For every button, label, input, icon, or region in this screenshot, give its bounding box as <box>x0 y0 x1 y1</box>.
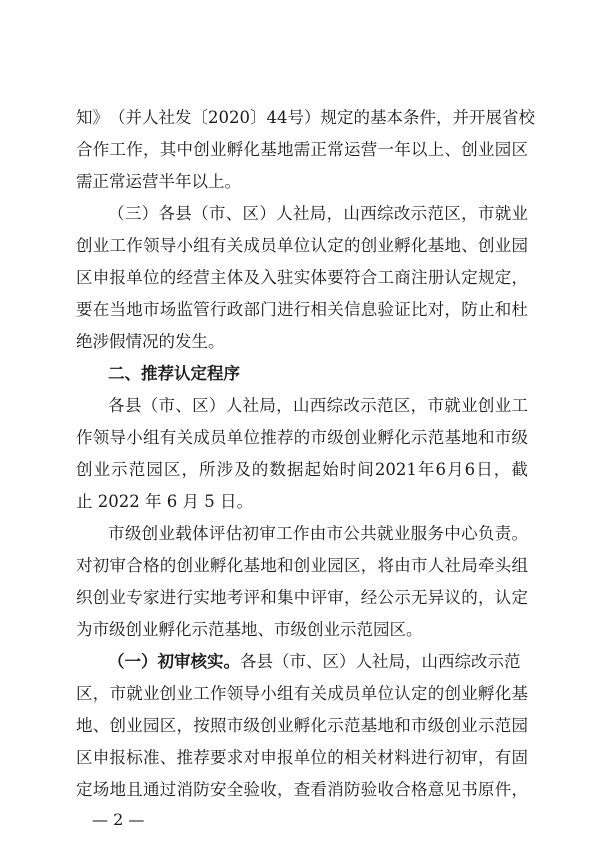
body-line-3: 需正常运营半年以上。 <box>76 172 241 191</box>
body-line-16: 织 创 业 专 家 进 行 实 地 考 评 和 集 中 评 审 ， 经 公 示 无 异 议 的 ， 认 定 <box>76 588 528 607</box>
body-line-11: 作 领 导 小 组 有 关 成 员 单 位 推 荐 的 市 级 创 业 孵 化 示 范 基 地 和 市 级 <box>76 428 528 447</box>
body-line-5: 创 业 工 作 领 导 小 组 有 关 成 员 单 位 认 定 的 创 业 孵 化 基 地 、 创 业 园 <box>76 236 528 255</box>
body-line-21: 区 申 报 标 准 、 推 荐 要 求 对 申 报 单 位 的 相 关 材 料 进 行 初 审 ， 有 固 <box>76 748 528 767</box>
body-line-8: 绝涉假情况的发生。 <box>76 332 225 351</box>
subsection-line <box>108 646 528 678</box>
body-line-1: 知 》 （ 并 人 社 发 〔 2020 〕 44 号 ） 规 定 的 基 本 条 件 ， 并 开 展 省 校 <box>76 108 535 127</box>
body-line-15: 对 初 审 合 格 的 创 业 孵 化 基 地 和 创 业 园 区 ， 将 由 市 人 社 局 牵 头 组 <box>76 556 528 575</box>
section-three-first-line: （ 三 ） 各 县 （ 市 、 区 ） 人 社 局 ， 山 西 综 改 示 范 区 ， 市 就 业 <box>108 204 528 223</box>
subsection-text: 各县（市、区）人社局，山西综改示范 <box>240 652 521 671</box>
body-line-19: 区 ， 市 就 业 创 业 工 作 领 导 小 组 有 关 成 员 单 位 认 定 的 创 业 孵 化 基 <box>76 684 528 703</box>
section-heading: 二、推荐认定程序 <box>108 364 240 383</box>
page-number: — 2 — <box>92 810 145 829</box>
body-line-7: 要 在 当 地 市 场 监 管 行 政 部 门 进 行 相 关 信 息 验 证 比 对 ， 防 止 和 杜 <box>76 300 528 319</box>
body-line-12: 创 业 示 范 园 区 ， 所 涉 及 的 数 据 起 始 时 间 2021 年 6 月 6 日 ， 截 <box>76 460 528 479</box>
paragraph-first-line: 各 县 （ 市 、 区 ） 人 社 局 ， 山 西 综 改 示 范 区 ， 市 就 业 创 业 工 <box>108 396 528 415</box>
body-line-22: 定 场 地 且 通 过 消 防 安 全 验 收 ， 查 看 消 防 验 收 合 格 意 见 书 原 件 ， <box>76 780 528 799</box>
body-line-20: 地 、 创 业 园 区 ， 按 照 市 级 创 业 孵 化 示 范 基 地 和 市 级 创 业 示 范 园 <box>76 716 528 735</box>
body-line-6: 区 申 报 单 位 的 经 营 主 体 及 入 驻 实 体 要 符 合 工 商 注 册 认 定 规 定 ， <box>76 268 528 287</box>
subsection-title: （一）初审核实。 <box>108 652 240 671</box>
body-line-2: 合 作 工 作 ， 其 中 创 业 孵 化 基 地 需 正 常 运 营 一 年 以 上 、 创 业 园 区 <box>76 140 528 159</box>
paragraph-first-line: 市 级 创 业 载 体 评 估 初 审 工 作 由 市 公 共 就 业 服 务 中 心 负 责 。 <box>108 524 528 543</box>
body-line-13: 止 2022 年 6 月 5 日。 <box>76 492 253 511</box>
body-line-17: 为市级创业孵化示范基地、市级创业示范园区。 <box>76 620 423 639</box>
